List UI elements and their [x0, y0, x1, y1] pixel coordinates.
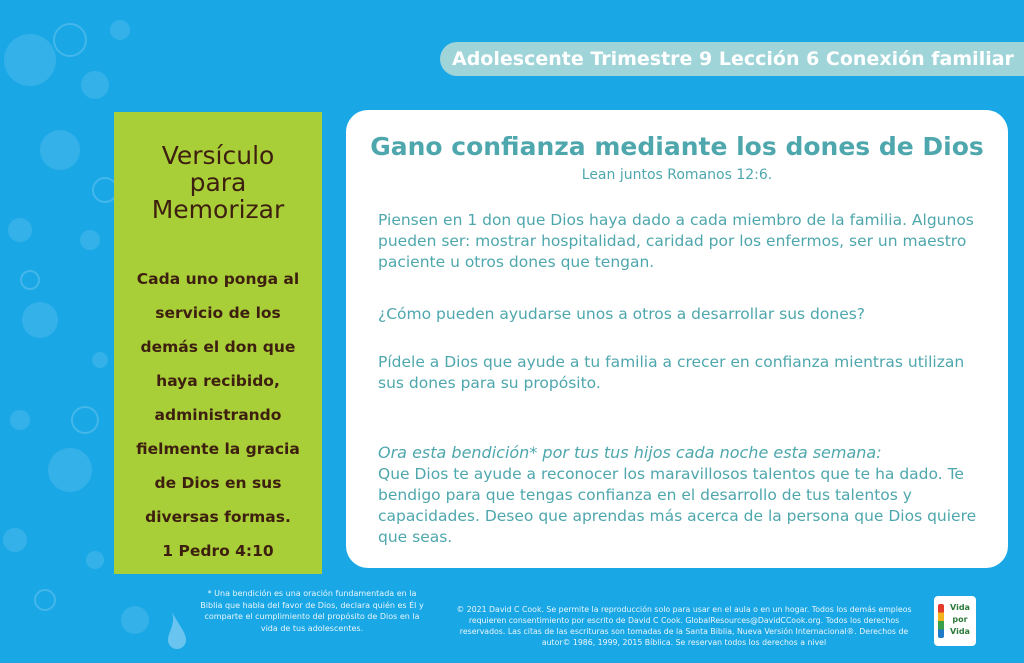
memory-verse-title	[114, 142, 322, 223]
logo-line: Vida	[950, 603, 970, 612]
blessing-intro: Ora esta bendición* por tus tus hijos cada noche esta semana:	[378, 443, 882, 462]
memory-verse-body	[124, 262, 312, 568]
prayer-paragraph: Pídele a Dios que ayude a tu familia a crecer en confianza mientras utilizan sus dones para su propósito.	[378, 353, 965, 392]
discussion-question: ¿Cómo pueden ayudarse unos a otros a desarrollar sus dones?	[378, 305, 866, 323]
memory-verse-reference: 1 Pedro 4:10	[162, 542, 274, 560]
copyright-notice: © 2021 David C Cook. Se permite la reproducción solo para usar en el aula o en un hogar. Todos los demás empleos requieren consentimiento por escrito de David C Cook. GlobalResources@DavidCCook.org. Todos los derechos reservados. Las citas de las escrituras son tomadas de la Santa Biblia, Nueva Versión Internacional®. Derechos de autor© 1986, 1999, 2015 Bíblica. Se reservan todos los derechos a nivel	[456, 605, 912, 647]
page-title: Adolescente Trimestre 9 Lección 6 Conexión familiar	[452, 48, 1014, 70]
logo-stripe-icon	[938, 604, 944, 638]
blessing-text: Que Dios te ayude a reconocer los maravillosos talentos que te ha dado. Te bendigo para que tengas confianza en el desarrollo de tus talentos y capacidades. Deseo que aprendas más acerca de la persona que Dios quiere que seas.	[378, 465, 977, 546]
vida-por-vida-logo	[934, 596, 976, 646]
lesson-subtitle: Lean juntos Romanos 12:6.	[581, 167, 773, 183]
logo-line: por	[952, 615, 968, 624]
family-connection-card	[346, 110, 1008, 568]
memory-verse-card	[114, 112, 322, 574]
memory-verse-text: Cada uno ponga al servicio de los demás el don que haya recibido, administrando fielmente la gracia de Dios en sus diversas formas.	[136, 270, 300, 526]
blessing-footnote: * Una bendición es una oración fundamentada en la Biblia que habla del favor de Dios, declara quién es Él y comparte el cumplimiento del propósito de Dios en la vida de tus adolescentes.	[200, 589, 424, 633]
logo-text	[946, 602, 974, 638]
activity-paragraph: Piensen en 1 don que Dios haya dado a cada miembro de la familia. Algunos pueden ser: mostrar hospitalidad, caridad por los enfermos, ser un maestro paciente u otros dones que tengan.	[378, 211, 974, 271]
logo-line: Vida	[950, 627, 970, 636]
memory-verse-title-line: para	[189, 168, 247, 197]
memory-verse-title-line: Versículo	[161, 141, 275, 170]
lesson-title: Gano confianza mediante los dones de Dios	[370, 132, 984, 161]
memory-verse-title-line: Memorizar	[151, 195, 285, 224]
